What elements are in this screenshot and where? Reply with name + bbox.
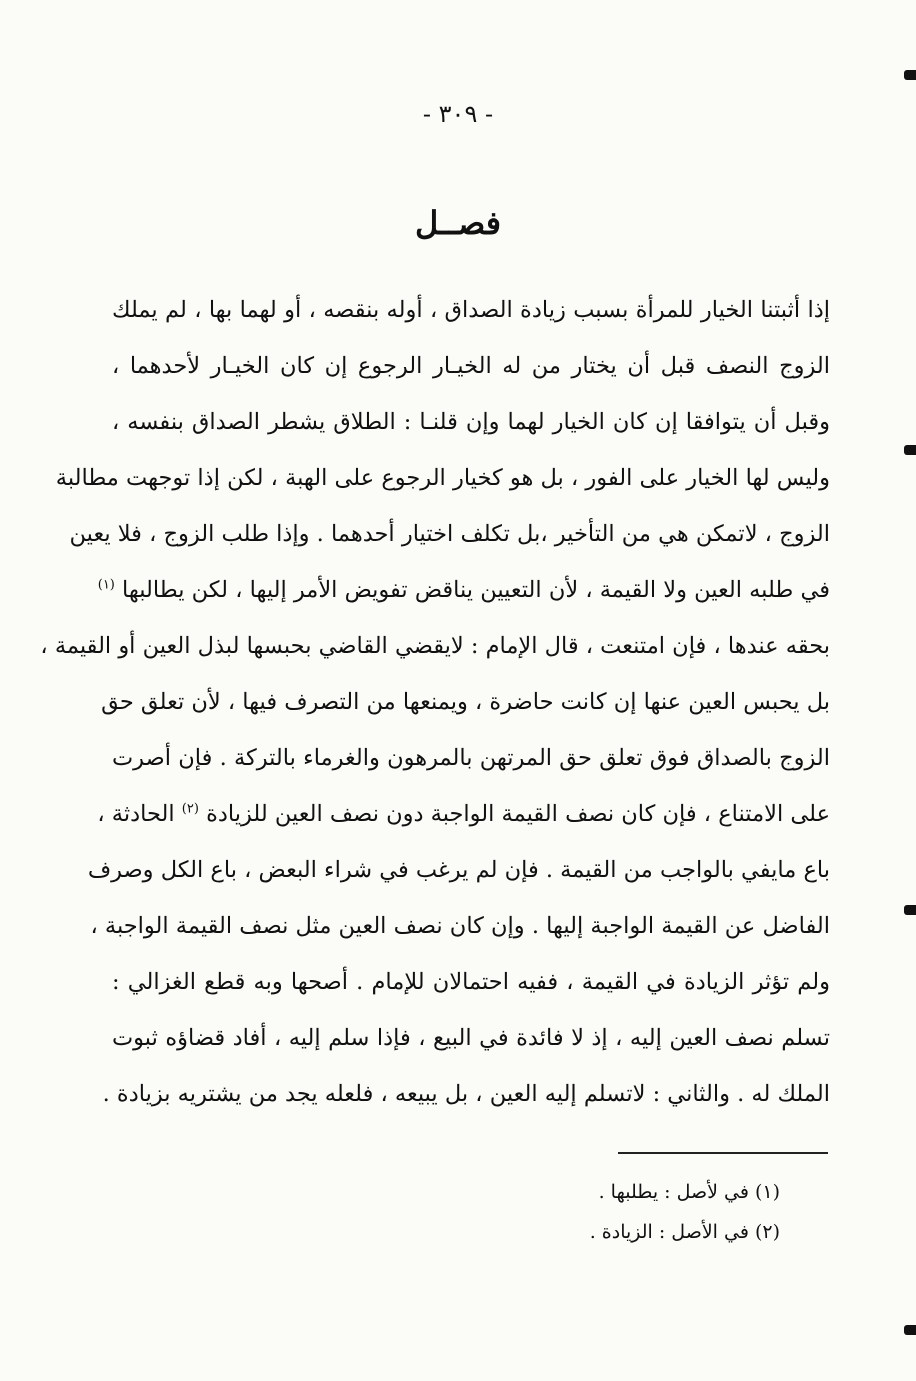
text-line: تسلم نصف العين إليه ، إذ لا فائدة في البيع ، فإذا سلم إليه ، أفاد قضاؤه ثبوت — [112, 1025, 830, 1051]
text-line: الملك له . والثاني : لاتسلم إليه العين ، بل يبيعه ، فلعله يجد من يشتريه بزيادة . — [102, 1081, 830, 1107]
footnote-1: (١) في لأصل : يطلبها . — [598, 1181, 780, 1203]
text-line — [97, 786, 830, 842]
footnotes — [450, 1172, 780, 1252]
text-line: إذا أثبتنا الخيار للمرأة بسبب زيادة الصداق ، أوله بنقصه ، أو لهما بها ، لم يملك — [112, 297, 830, 323]
line-text-after-marker: الحادثة ، — [97, 801, 175, 827]
page-number: - ٣٠٩ - — [422, 100, 494, 128]
footnote-marker-2: (٢) — [181, 801, 199, 817]
text-line: بحقه عندها ، فإن امتنعت ، قال الإمام : لايقضي القاضي بحبسها لبذل العين أو القيمة ، — [40, 633, 830, 659]
scan-edge-mark — [904, 905, 916, 915]
text-line: الزوج بالصداق فوق تعلق حق المرتهن بالمرهون والغرماء بالتركة . فإن أصرت — [112, 745, 830, 771]
footnote-2: (٢) في الأصل : الزيادة . — [589, 1221, 780, 1243]
scan-edge-mark — [904, 445, 916, 455]
text-line: ولم تؤثر الزيادة في القيمة ، ففيه احتمالان للإمام . أصحها وبه قطع الغزالي : — [112, 969, 830, 995]
text-line: وليس لها الخيار على الفور ، بل هو كخيار الرجوع على الهبة ، لكن إذا توجهت مطالبة — [55, 465, 830, 491]
text-line: وقبل أن يتوافقا إن كان الخيار لهما وإن قلنـا : الطلاق يشطر الصداق بنفسه ، — [112, 409, 830, 435]
text-line — [97, 562, 830, 618]
scan-edge-mark — [904, 70, 916, 80]
text-line: الزوج النصف قبل أن يختار من له الخيـار الرجوع إن كان الخيـار لأحدهما ، — [112, 353, 830, 379]
text-line: الزوج ، لاتمكن هي من التأخير ،بل تكلف اختيار أحدهما . وإذا طلب الزوج ، فلا يعين — [69, 521, 830, 547]
line-text: على الامتناع ، فإن كان نصف القيمة الواجبة دون نصف العين للزيادة — [206, 801, 830, 827]
text-line: الفاضل عن القيمة الواجبة إليها . وإن كان نصف العين مثل نصف القيمة الواجبة ، — [90, 913, 830, 939]
body-text — [40, 282, 830, 1122]
line-text: في طلبه العين ولا القيمة ، لأن التعيين يناقض تفويض الأمر إليها ، لكن يطالبها — [122, 577, 830, 603]
scan-edge-mark — [904, 1325, 916, 1335]
footnote-marker-1: (١) — [97, 577, 115, 593]
footnote-divider — [618, 1152, 828, 1154]
section-title: فصــل — [414, 204, 502, 242]
text-line: بل يحبس العين عنها إن كانت حاضرة ، ويمنعها من التصرف فيها ، لأن تعلق حق — [101, 689, 830, 715]
text-line: باع مايفي بالواجب من القيمة . فإن لم يرغب في شراء البعض ، باع الكل وصرف — [87, 857, 830, 883]
